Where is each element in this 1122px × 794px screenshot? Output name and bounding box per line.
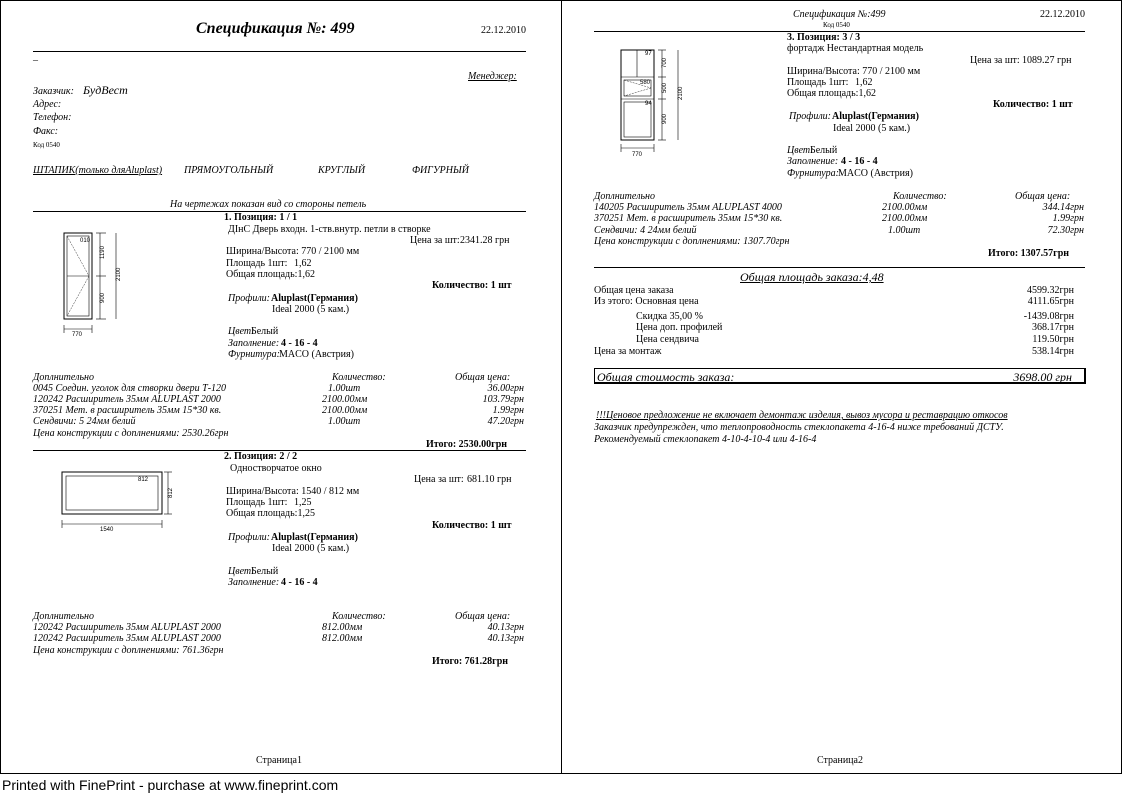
pos1-color-label: Цвет: — [228, 326, 255, 337]
fax-label: Факс: — [33, 126, 59, 137]
window-height-dim: 812 — [168, 487, 174, 498]
pos2-extra-price: 40.13грн — [487, 622, 524, 633]
pos2-profile-value: Aluplast(Германия) — [271, 532, 358, 543]
summary-value: 368.17грн — [1032, 322, 1074, 333]
pos3-name: фортадж Нестандартная модель — [787, 43, 924, 54]
pos1-extra-name: Сендвичи: 5 24мм белий — [33, 416, 136, 427]
pos1-extra-name: 120242 Расширитель 35мм ALUPLAST 2000 — [33, 394, 221, 405]
position-1-drawing — [44, 225, 134, 340]
pos3-hardware-value: MACO (Австрия) — [838, 168, 913, 179]
customer-value: БудВест — [83, 83, 128, 97]
pos1-profile-label: Профили: — [228, 293, 271, 304]
pos3-qty: Количество: 1 шт — [993, 99, 1073, 110]
pos3-extra-name: Сендвичи: 4 24мм белий — [594, 225, 697, 236]
pos1-extras-header-name: Доплнительно — [33, 372, 94, 383]
pos1-extra-name: 370251 Мет. в расширитель 35мм 15*30 кв. — [33, 405, 222, 416]
pos1-total: Итого: 2530.00грн — [426, 439, 508, 450]
window-width-dim: 1540 — [100, 527, 114, 533]
pos1-extra-price: 47.20грн — [487, 416, 524, 427]
customer-code: Код 0540 — [33, 141, 60, 149]
pos2-color-value: Белый — [251, 566, 279, 577]
page1-footer: Страница1 — [256, 755, 302, 766]
pos3-size: Ширина/Высота: 770 / 2100 мм — [787, 66, 921, 77]
pos3-extra-price: 72.30грн — [1047, 225, 1084, 236]
note-line: !!!Ценовое предложение не включает демонтаж изделия, вывоз мусора и реставрацию откосов — [596, 410, 1008, 421]
summary-value: 4599.32грн — [1027, 285, 1074, 296]
page-divider — [561, 0, 562, 773]
window-inner-note: 812 — [138, 477, 149, 483]
manager-label: Менеджер: — [468, 71, 517, 82]
pos1-price-value: 2341.28 грн — [460, 235, 510, 246]
pos3-glass-value: 4 - 16 - 4 — [841, 156, 878, 167]
pos2-construction-price: Цена конструкции с доплнениями: 761.36грн — [33, 645, 224, 656]
spec-date: 22.12.2010 — [481, 25, 526, 36]
p3-height-dim: 2100 — [678, 86, 684, 100]
pos3-price-value: 1089.27 грн — [1022, 55, 1072, 66]
pos2-glass-value: 4 - 16 - 4 — [281, 577, 318, 588]
pos1-name: ДІнС Дверь входн. 1-ств.внутр. петли в створке — [228, 224, 431, 235]
pos1-color-value: Белый — [251, 326, 279, 337]
pos2-extra-qty: 812.00мм — [322, 633, 363, 644]
view-note: На чертежах показан вид со стороны петель — [170, 199, 367, 210]
pos1-header: 1. Позиция: 1 / 1 — [224, 212, 298, 223]
summary-value: -1439.08грн — [1023, 311, 1074, 322]
pos1-extra-price: 1.99грн — [492, 405, 524, 416]
pos3-price-label: Цена за шт: — [970, 55, 1020, 66]
pos1-profile-series: Ideal 2000 (5 кам.) — [272, 304, 350, 315]
summary-value: 538.14грн — [1032, 346, 1074, 357]
pos1-hardware-value: MACO (Австрия) — [279, 349, 354, 360]
pos2-total: Итого: 761.28грн — [432, 656, 509, 667]
pos2-qty: Количество: 1 шт — [432, 520, 512, 531]
pos1-extras-header-price: Общая цена: — [455, 372, 511, 383]
pos3-extras-header-price: Общая цена: — [1015, 191, 1071, 202]
door-upper-dim: 1190 — [100, 246, 106, 259]
position-3-drawing — [600, 42, 700, 162]
p3-label3: 94 — [645, 101, 652, 107]
pos3-extra-price: 344.14грн — [1042, 202, 1084, 213]
page2-footer: Страница2 — [817, 755, 863, 766]
pos2-area1-value: 1,25 — [294, 497, 312, 508]
pos2-area1-label: Площадь 1шт: — [226, 497, 288, 508]
pos1-size: Ширина/Высота: 770 / 2100 мм — [226, 246, 360, 257]
pos2-name: Одностворчатое окно — [230, 463, 322, 474]
summary-label: Цена доп. профилей — [636, 322, 723, 333]
summary-label: Цена за монтаж — [594, 346, 662, 357]
pos3-color-label: Цвет: — [787, 145, 814, 156]
total-box — [594, 368, 1086, 384]
pos3-hardware-label: Фурнитура: — [787, 168, 839, 179]
note-line: Рекомендуемый стеклопакет 4-10-4-10-4 или 4-16-4 — [594, 434, 817, 445]
pos1-extra-qty: 1.00шт — [328, 416, 361, 427]
pos1-profile-value: Aluplast(Германия) — [271, 293, 358, 304]
type-figure: ФИГУРНЫЙ — [412, 165, 469, 176]
pos1-extra-qty: 1.00шт — [328, 383, 361, 394]
pos1-glass-label: Заполнение: — [228, 338, 280, 349]
p3-top-dim: 700 — [662, 57, 668, 68]
pos1-extra-qty: 2100.00мм — [322, 394, 368, 405]
pos2-extras-header-name: Доплнительно — [33, 611, 94, 622]
spec-date-2: 22.12.2010 — [1040, 9, 1085, 20]
pos3-area1-label: Площадь 1шт: — [787, 77, 849, 88]
summary-value: 4111.65грн — [1027, 296, 1074, 307]
total-label: Общая стоимость заказа: — [597, 370, 735, 384]
pos3-construction-price: Цена конструкции с доплнениями: 1307.70грн — [594, 236, 790, 247]
address-label: Адрес: — [33, 99, 62, 110]
summary-label: Из этого: Основная цена — [594, 296, 699, 307]
pos3-extras-header-name: Доплнительно — [594, 191, 655, 202]
printer-note: Printed with FinePrint - purchase at www.fineprint.com — [2, 777, 339, 793]
pos3-header: 3. Позиция: 3 / 3 — [787, 32, 861, 43]
customer-code-2: Код 0540 — [823, 21, 850, 29]
pos1-area1-value: 1,62 — [294, 258, 312, 269]
pos1-hardware-label: Фурнитура: — [228, 349, 280, 360]
pos2-price-label: Цена за шт: — [414, 474, 464, 485]
summary-value: 119.50грн — [1032, 334, 1074, 345]
door-upper-note: 010 — [80, 238, 91, 244]
pos3-extra-qty: 1.00шт — [888, 225, 921, 236]
pos1-glass-value: 4 - 16 - 4 — [281, 338, 318, 349]
p3-mid-dim: 500 — [662, 82, 668, 93]
pos2-extras-header-price: Общая цена: — [455, 611, 511, 622]
pos3-area-total: Общая площадь:1,62 — [787, 88, 876, 99]
pos2-size: Ширина/Высота: 1540 / 812 мм — [226, 486, 360, 497]
pos2-area-total: Общая площадь:1,25 — [226, 508, 315, 519]
summary-label: Скидка 35,00 % — [636, 311, 703, 322]
pos2-extra-name: 120242 Расширитель 35мм ALUPLAST 2000 — [33, 633, 221, 644]
pos2-extra-price: 40.13грн — [487, 633, 524, 644]
pos2-extra-name: 120242 Расширитель 35мм ALUPLAST 2000 — [33, 622, 221, 633]
p3-width-dim: 770 — [632, 152, 643, 158]
pos2-profile-label: Профили: — [228, 532, 271, 543]
pos1-extra-price: 103.79грн — [482, 394, 524, 405]
pos3-profile-value: Aluplast(Германия) — [832, 111, 919, 122]
phone-label: Телефон: — [33, 112, 72, 123]
pos3-extra-qty: 2100.00мм — [882, 202, 928, 213]
dash: – — [33, 55, 38, 66]
p3-bottom-dim: 900 — [662, 113, 668, 124]
pos1-construction-price: Цена конструкции с доплнениями: 2530.26грн — [33, 428, 229, 439]
summary-title: Общая площадь заказа:4,48 — [740, 270, 884, 284]
spec-title: Спецификация №: 499 — [196, 20, 355, 37]
pos2-price-value: 681.10 грн — [467, 474, 512, 485]
pos2-header: 2. Позиция: 2 / 2 — [224, 451, 298, 462]
pos1-qty: Количество: 1 шт — [432, 280, 512, 291]
position-2-drawing — [40, 462, 190, 537]
bottom-border — [0, 773, 1122, 774]
pos3-color-value: Белый — [810, 145, 838, 156]
p3-label1: 97 — [645, 51, 652, 57]
pos3-extra-name: 370251 Мет. в расширитель 35мм 15*30 кв. — [594, 213, 783, 224]
header-rule — [33, 51, 526, 52]
pos3-extra-price: 1.99грн — [1052, 213, 1084, 224]
pos3-area1-value: 1,62 — [855, 77, 873, 88]
note-line: Заказчик предупрежден, что теплопроводность стеклопакета 4-16-4 ниже требований ДСТУ. — [594, 422, 1004, 433]
summary-rule — [594, 267, 1085, 268]
pos3-extras-header-qty: Количество: — [893, 191, 947, 202]
total-value: 3698.00 грн — [1013, 370, 1072, 384]
pos1-price-label: Цена за шт: — [410, 235, 460, 246]
door-lower-dim: 900 — [100, 292, 106, 303]
customer-label: Заказчик: — [33, 86, 74, 97]
pos1-extras-header-qty: Количество: — [332, 372, 386, 383]
pos1-area-total: Общая площадь:1,62 — [226, 269, 315, 280]
pos1-extra-price: 36.00грн — [487, 383, 524, 394]
door-width-dim: 770 — [72, 332, 83, 338]
type-shtapik: ШТАПИК(только дляAluplast) — [33, 165, 163, 176]
pos3-profile-series: Ideal 2000 (5 кам.) — [833, 123, 911, 134]
summary-label: Цена сендвича — [636, 334, 699, 345]
p3-label2: 580 — [640, 80, 651, 86]
left-border — [0, 0, 1, 773]
door-height-dim: 2100 — [116, 267, 122, 281]
type-round: КРУГЛЫЙ — [318, 165, 366, 176]
pos3-profile-label: Профили: — [789, 111, 832, 122]
type-rect: ПРЯМОУГОЛЬНЫЙ — [184, 165, 274, 176]
pos1-extra-name: 0045 Соедин. уголок для створки двери Т-120 — [33, 383, 227, 394]
pos1-area1-label: Площадь 1шт: — [226, 258, 288, 269]
summary-label: Общая цена заказа — [594, 285, 674, 296]
pos2-glass-label: Заполнение: — [228, 577, 280, 588]
pos1-extra-qty: 2100.00мм — [322, 405, 368, 416]
pos2-profile-series: Ideal 2000 (5 кам.) — [272, 543, 350, 554]
pos2-extra-qty: 812.00мм — [322, 622, 363, 633]
pos3-extra-qty: 2100.00мм — [882, 213, 928, 224]
pos3-extra-name: 140205 Расширитель 35мм ALUPLAST 4000 — [594, 202, 782, 213]
pos2-extras-header-qty: Количество: — [332, 611, 386, 622]
pos2-color-label: Цвет: — [228, 566, 255, 577]
pos3-glass-label: Заполнение: — [787, 156, 839, 167]
pos3-total: Итого: 1307.57грн — [988, 248, 1070, 259]
spec-title-2: Спецификация №:499 — [793, 9, 886, 20]
